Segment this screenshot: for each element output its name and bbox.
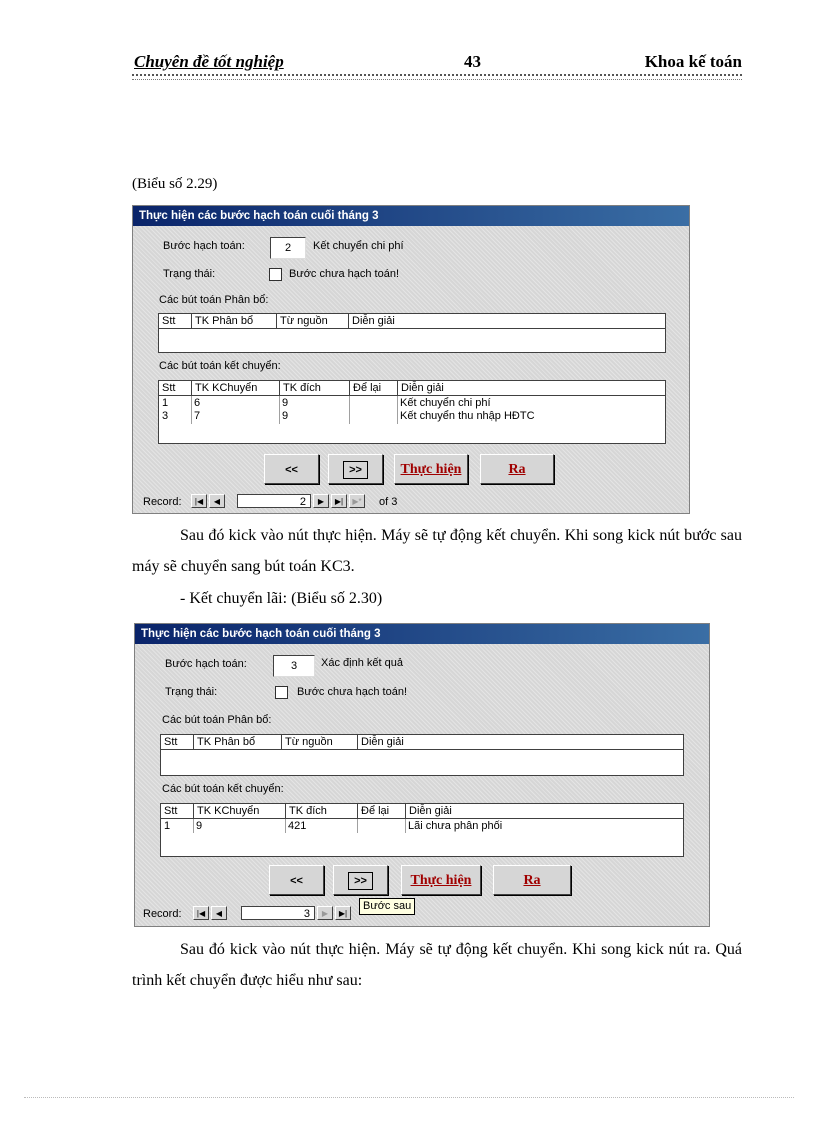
previous-record-icon[interactable]: ◀: [211, 906, 227, 920]
next-button[interactable]: [333, 865, 388, 895]
record-number-field[interactable]: 2: [237, 494, 311, 508]
step-label: Bước hạch toán:: [163, 240, 245, 252]
execute-button[interactable]: Thực hiện: [401, 865, 481, 895]
record-label: Record:: [143, 908, 182, 920]
grid-header: [161, 735, 683, 750]
grid-header: [161, 804, 683, 819]
paragraph-1: [132, 520, 742, 582]
previous-button[interactable]: [269, 865, 324, 895]
header-rule: [132, 79, 742, 80]
column-header: Từ nguồn: [276, 314, 348, 328]
column-header: Diễn giải: [357, 735, 683, 749]
column-header: Diễn giải: [348, 314, 665, 328]
transfer-label: Các bút toán kết chuyển:: [162, 783, 284, 795]
status-label: Trạng thái:: [165, 686, 218, 698]
record-count: of 3: [379, 496, 398, 508]
column-header: TK KChuyển: [193, 804, 285, 818]
record-number-field[interactable]: 3: [241, 906, 315, 920]
page-header: [132, 52, 742, 76]
table-cell: 6: [194, 397, 201, 409]
next-button[interactable]: [328, 454, 383, 484]
paragraph-2: [132, 934, 742, 996]
dialog-window-2: [134, 623, 710, 927]
allocation-label: Các bút toán Phân bổ:: [159, 294, 269, 306]
table-cell: 1: [164, 820, 171, 832]
column-header: Để lại: [357, 804, 405, 818]
step-label: Bước hạch toán:: [165, 658, 247, 670]
step-field[interactable]: 2: [270, 237, 306, 259]
step-field[interactable]: 3: [273, 655, 315, 677]
next-record-icon[interactable]: ▶: [317, 906, 333, 920]
previous-button-label: <<: [290, 875, 303, 887]
column-divider: [357, 819, 358, 833]
paragraph-1-text: Sau đó kick vào nút thực hiện. Máy sẽ tự động kết chuyển. Khi song kick nút bước sau máy sẽ chuyển sang bút toán KC3.: [132, 527, 742, 575]
last-record-icon[interactable]: ▶|: [331, 494, 347, 508]
column-header: TK đích: [279, 381, 349, 395]
figure-caption-1: (Biểu số 2.29): [132, 176, 218, 192]
column-header: TK Phân bổ: [191, 314, 276, 328]
table-cell: 3: [162, 410, 169, 422]
execute-button[interactable]: Thực hiện: [394, 454, 468, 484]
table-cell: 1: [162, 397, 169, 409]
record-label: Record:: [143, 496, 182, 508]
column-header: Stt: [162, 315, 176, 327]
status-checkbox[interactable]: [269, 268, 282, 281]
status-text: Bước chưa hạch toán!: [289, 268, 399, 280]
last-record-icon[interactable]: ▶|: [335, 906, 351, 920]
previous-button[interactable]: [264, 454, 319, 484]
table-cell: Kết chuyển chi phí: [400, 397, 491, 409]
paragraph-2-text: Sau đó kick vào nút thực hiện. Máy sẽ tự động kết chuyển. Khi song kick nút ra. Quá trình kết chuyển được hiểu như sau:: [132, 941, 742, 989]
first-record-icon[interactable]: |◀: [193, 906, 209, 920]
allocation-label: Các bút toán Phân bổ:: [162, 714, 272, 726]
step-description: Kết chuyển chi phí: [313, 240, 404, 252]
allocation-grid[interactable]: [158, 313, 666, 353]
table-cell: 9: [196, 820, 203, 832]
next-button-label: >>: [348, 872, 373, 890]
header-thesis-title: Chuyên đề tốt nghiệp: [134, 52, 284, 71]
previous-record-icon[interactable]: ◀: [209, 494, 225, 508]
column-header: Stt: [164, 736, 178, 748]
column-header: TK KChuyển: [191, 381, 279, 395]
transfer-grid[interactable]: [160, 803, 684, 857]
dialog-title: Thực hiện các bước hạch toán cuối tháng 3: [135, 624, 709, 644]
allocation-grid[interactable]: [160, 734, 684, 776]
next-button-label: >>: [343, 461, 368, 479]
column-header: Stt: [164, 805, 178, 817]
exit-button[interactable]: Ra: [480, 454, 554, 484]
step-description: Xác định kết quả: [321, 657, 403, 669]
page-number: 43: [464, 52, 481, 71]
dialog-title: Thực hiện các bước hạch toán cuối tháng 3: [133, 206, 689, 226]
table-cell: Kết chuyển thu nhập HĐTC: [400, 410, 535, 422]
table-cell: 9: [282, 410, 289, 422]
new-record-icon[interactable]: ▶*: [349, 494, 365, 508]
dialog-window-1: [132, 205, 690, 514]
column-header: Từ nguồn: [281, 735, 357, 749]
exit-button[interactable]: Ra: [493, 865, 571, 895]
table-cell: 7: [194, 410, 201, 422]
table-cell: Lãi chưa phân phối: [408, 820, 503, 832]
column-header: Để lại: [349, 381, 397, 395]
column-header: TK đích: [285, 804, 357, 818]
status-text: Bước chưa hạch toán!: [297, 686, 407, 698]
column-header: Diễn giải: [397, 381, 665, 395]
column-header: Diễn giải: [405, 804, 683, 818]
transfer-grid[interactable]: [158, 380, 666, 444]
column-divider: [349, 396, 350, 424]
header-department: Khoa kế toán: [644, 52, 742, 71]
column-header: TK Phân bổ: [193, 735, 281, 749]
table-cell: 421: [288, 820, 307, 832]
next-record-icon[interactable]: ▶: [313, 494, 329, 508]
tooltip: Bước sau: [359, 898, 415, 915]
table-cell: 9: [282, 397, 289, 409]
status-checkbox[interactable]: [275, 686, 288, 699]
first-record-icon[interactable]: |◀: [191, 494, 207, 508]
transfer-label: Các bút toán kết chuyển:: [159, 360, 281, 372]
column-header: Stt: [162, 382, 176, 394]
grid-header: [159, 381, 665, 396]
previous-button-label: <<: [285, 464, 298, 476]
footer-rule: [24, 1097, 794, 1098]
grid-header: [159, 314, 665, 329]
status-label: Trạng thái:: [163, 268, 216, 280]
figure-caption-2: - Kết chuyển lãi: (Biểu số 2.30): [180, 590, 383, 607]
